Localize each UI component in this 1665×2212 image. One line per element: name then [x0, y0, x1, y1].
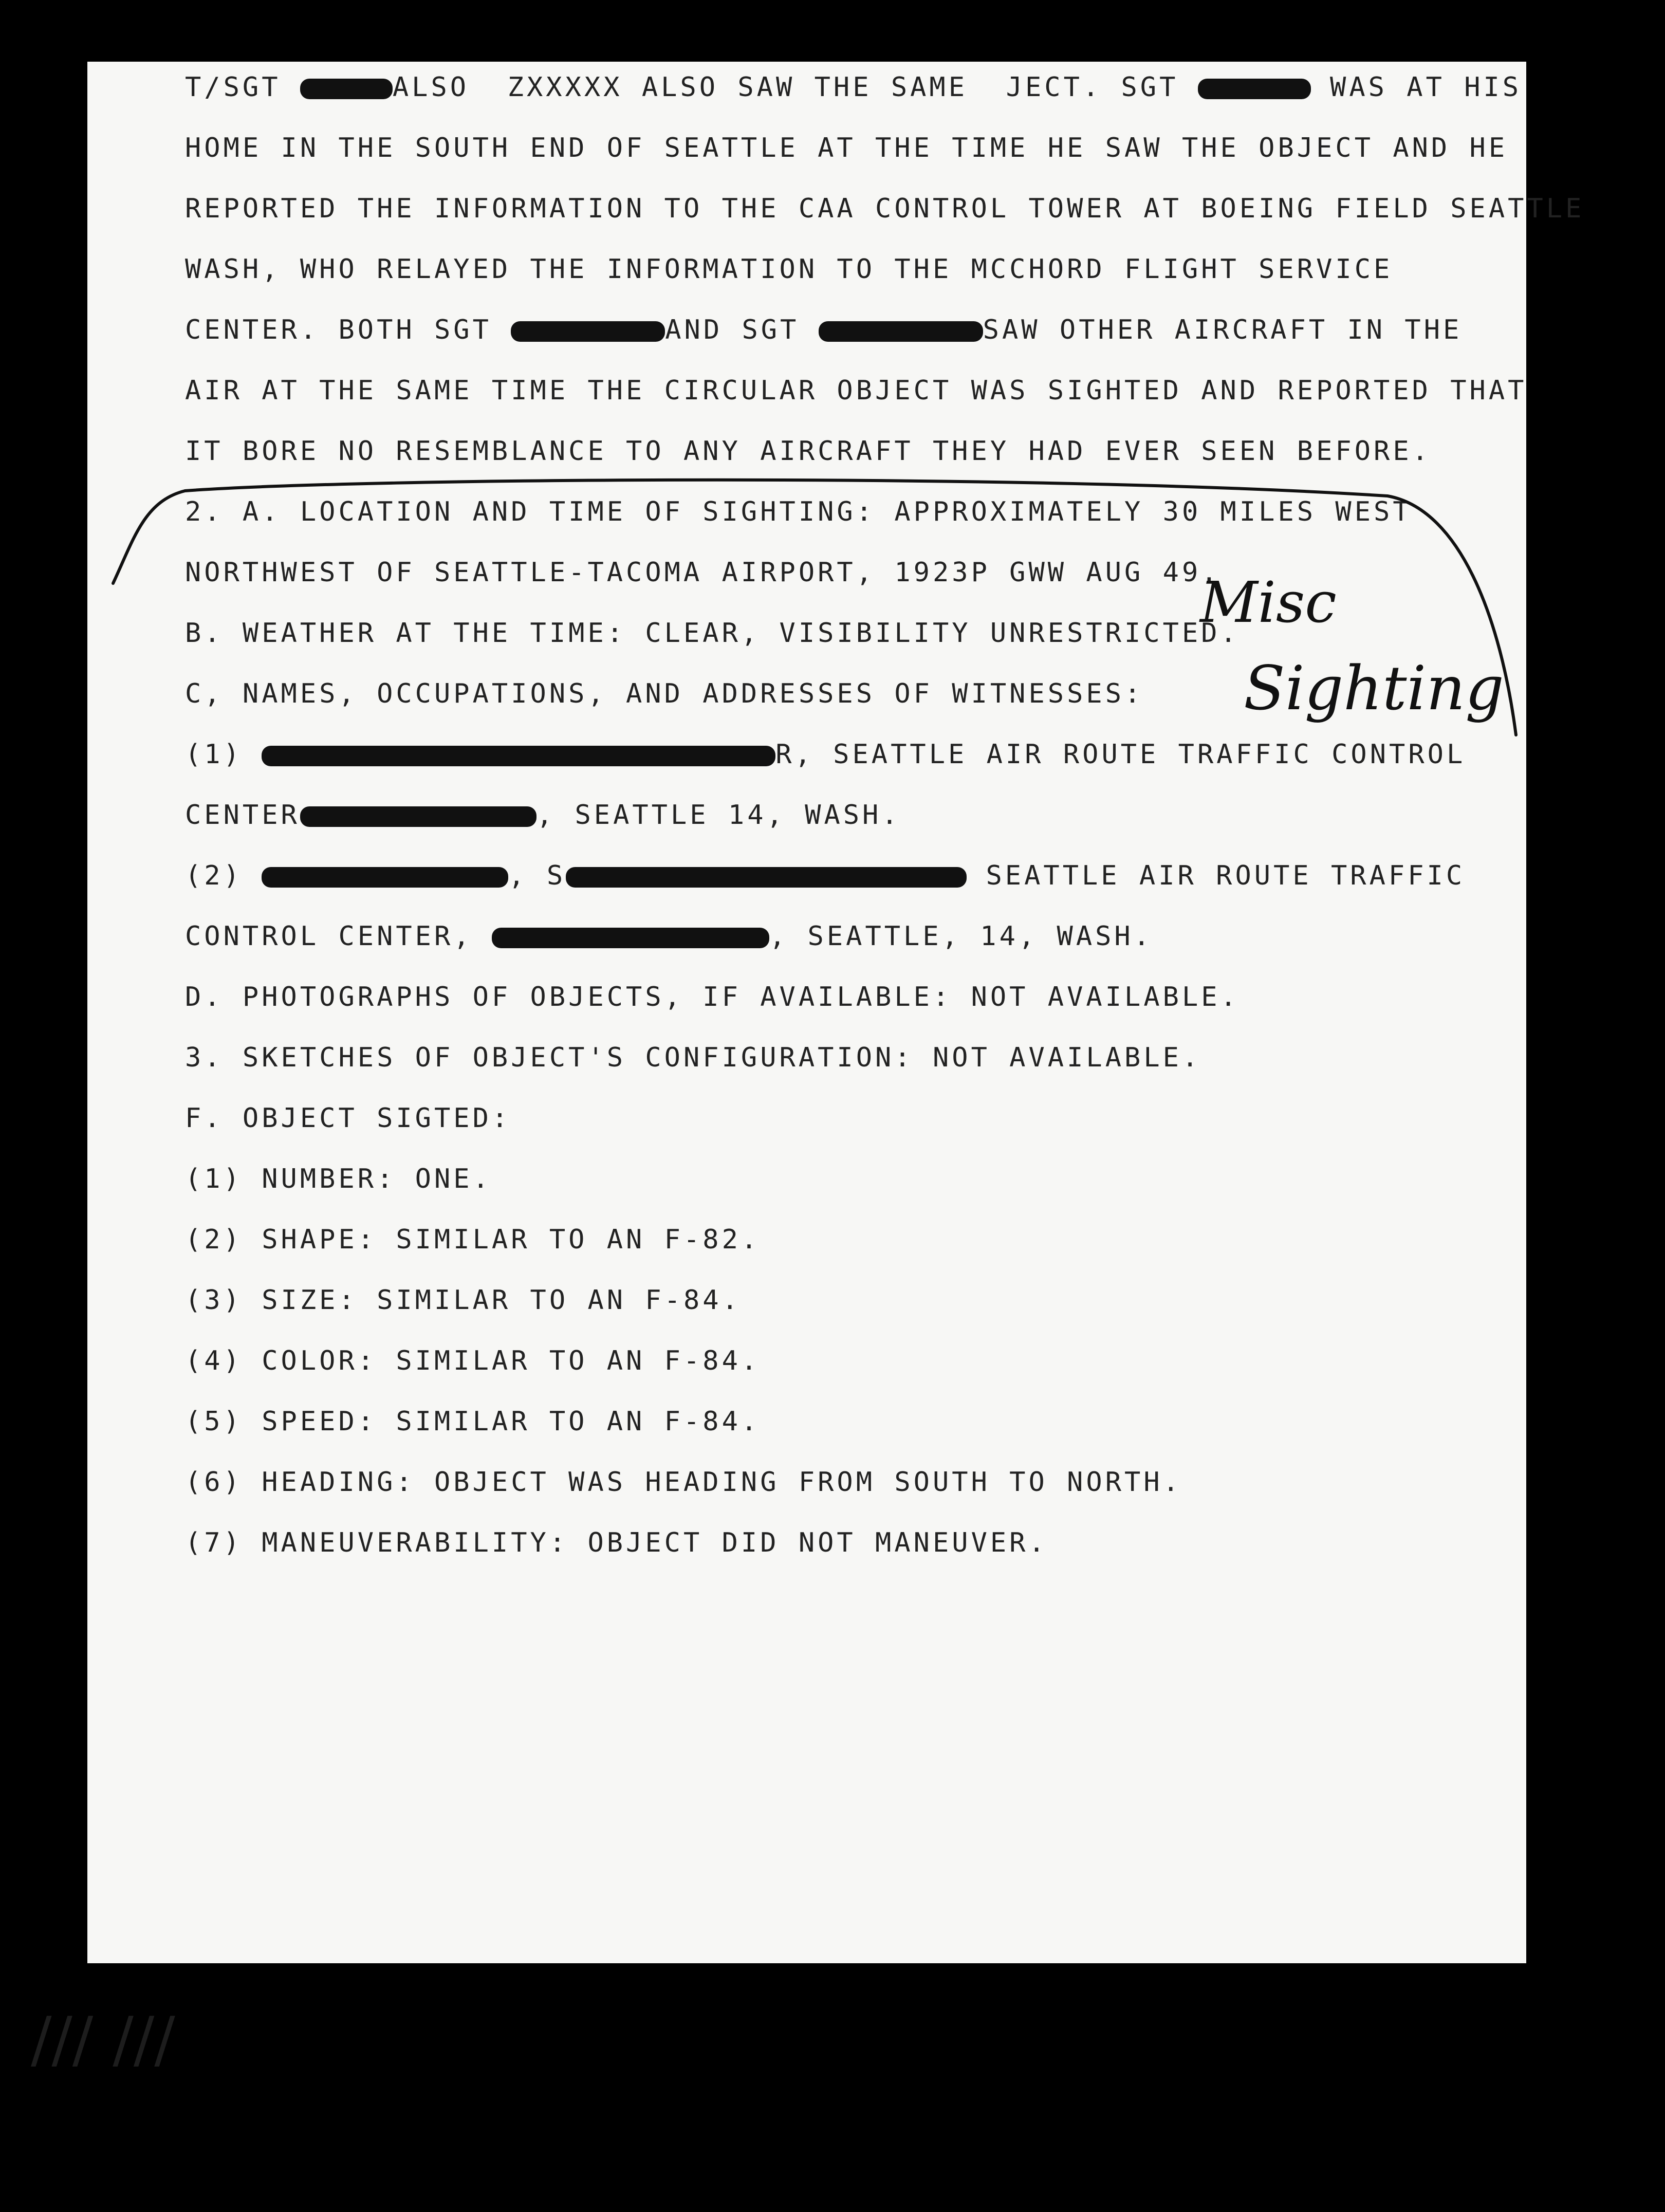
handwritten-note-line1: Misc: [1200, 569, 1337, 635]
typed-text: T/SGT: [185, 72, 300, 103]
typed-text: AND SGT: [665, 315, 819, 345]
typed-text: (4) COLOR: SIMILAR TO AN F-84.: [185, 1345, 761, 1376]
typed-text: HOME IN THE SOUTH END OF SEATTLE AT THE TIME HE SAW THE OBJECT AND HE: [185, 133, 1508, 163]
typed-text: (7) MANEUVERABILITY: OBJECT DID NOT MANEUVER.: [185, 1527, 1048, 1558]
typed-text: , SEATTLE, 14, WASH.: [769, 921, 1153, 952]
typed-text: , SEATTLE 14, WASH.: [536, 800, 901, 831]
typed-text: SEATTLE AIR ROUTE TRAFFIC: [967, 860, 1466, 891]
typed-text: WASH, WHO RELAYED THE INFORMATION TO THE MCCHORD FLIGHT SERVICE: [185, 254, 1393, 285]
typed-text: 3. SKETCHES OF OBJECT'S CONFIGURATION: NOT AVAILABLE.: [185, 1042, 1201, 1073]
typed-text: WAS AT HIS: [1310, 72, 1522, 103]
typed-text: REPORTED THE INFORMATION TO THE CAA CONTROL TOWER AT BOEING FIELD SEATTLE: [185, 193, 1585, 224]
typed-text: NORTHWEST OF SEATTLE-TACOMA AIRPORT, 1923P GWW AUG 49.: [185, 557, 1220, 588]
typed-text: (6) HEADING: OBJECT WAS HEADING FROM SOUTH TO NORTH.: [185, 1467, 1182, 1498]
typed-text: CENTER. BOTH SGT: [185, 315, 511, 345]
typed-text: C, NAMES, OCCUPATIONS, AND ADDRESSES OF WITNESSES:: [185, 678, 1144, 709]
typed-text: CONTROL CENTER,: [185, 921, 492, 952]
typed-text: (3) SIZE: SIMILAR TO AN F-84.: [185, 1285, 741, 1316]
typed-text: R, SEATTLE AIR ROUTE TRAFFIC CONTROL: [775, 739, 1466, 770]
typed-text: (1): [185, 739, 262, 770]
typed-text: (2): [185, 860, 262, 891]
handwritten-note-line2: Sighting: [1244, 653, 1504, 724]
typed-text: 2. A. LOCATION AND TIME OF SIGHTING: APPROXIMATELY 30 MILES WEST: [185, 496, 1412, 527]
typed-text: D. PHOTOGRAPHS OF OBJECTS, IF AVAILABLE: NOT AVAILABLE.: [185, 982, 1239, 1012]
typed-text: CENTER: [185, 800, 300, 831]
typed-text: SAW OTHER AIRCRAFT IN THE: [983, 315, 1463, 345]
typed-text: (1) NUMBER: ONE.: [185, 1164, 492, 1194]
typed-text: (2) SHAPE: SIMILAR TO AN F-82.: [185, 1224, 761, 1255]
typed-text: F. OBJECT SIGTED:: [185, 1103, 511, 1134]
typed-text: AIR AT THE SAME TIME THE CIRCULAR OBJECT WAS SIGHTED AND REPORTED THAT: [185, 375, 1527, 406]
typed-text: , S: [508, 860, 566, 891]
typed-text: ALSO ZXXXXX ALSO SAW THE SAME JECT. SGT: [392, 72, 1198, 103]
scan-artifacts: /// ///: [31, 2004, 175, 2076]
typed-text: IT BORE NO RESEMBLANCE TO ANY AIRCRAFT THEY HAD EVER SEEN BEFORE.: [185, 436, 1431, 467]
typed-text: (5) SPEED: SIMILAR TO AN F-84.: [185, 1406, 761, 1437]
typed-text: B. WEATHER AT THE TIME: CLEAR, VISIBILITY UNRESTRICTED.: [185, 618, 1239, 649]
